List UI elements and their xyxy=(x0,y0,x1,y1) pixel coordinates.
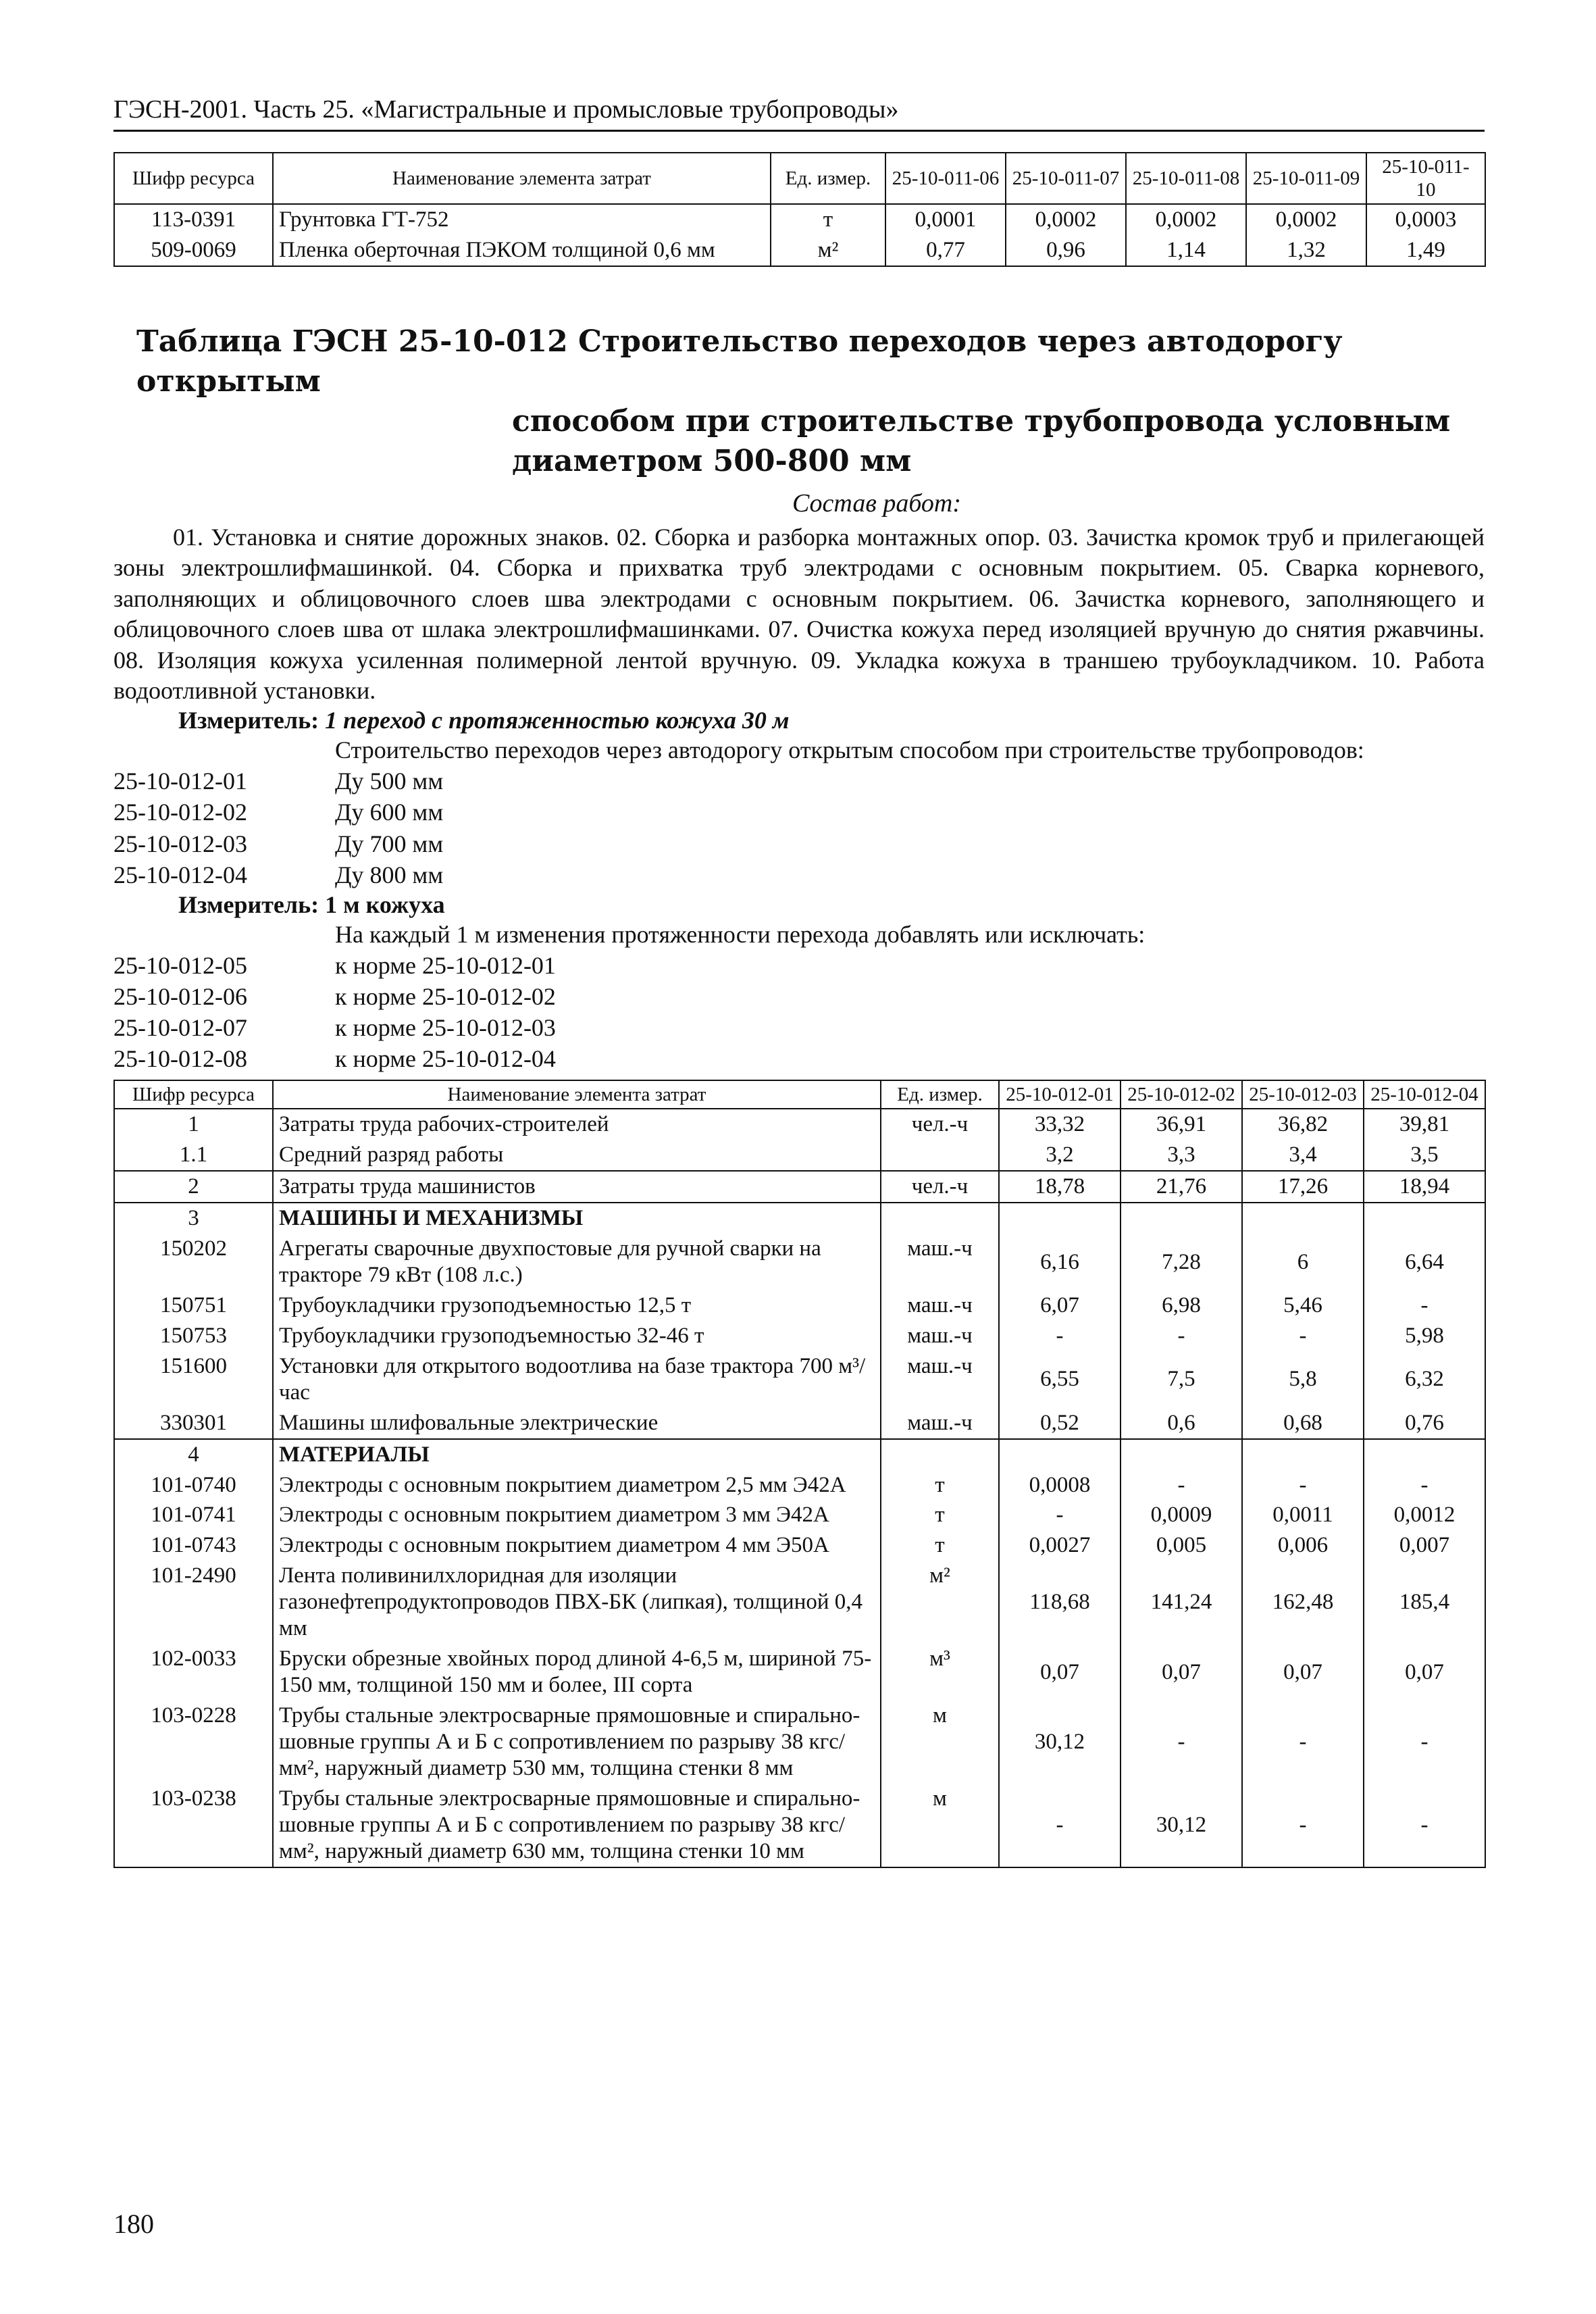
table-cell: 21,76 xyxy=(1121,1171,1242,1203)
norm-text: к норме 25-10-012-03 xyxy=(335,1013,556,1041)
sostav-text: 01. Установка и снятие дорожных знаков. 02. Сборка и разборка монтажных опор. 03. Зачистка кромок труб и прилегающей зоны электрошлифмашинкой. 04. Сборка и прихватка труб электродами с основным покрытием. 05. Сварка корневого, заполняющих и облицовочного слоев шва электродами с основным покрытием. 06. Зачистка корневого, заполняющего и облицовочного слоев шва от шлака электрошлифмашинками. 07. Очистка кожуха перед изоляцией вручную до снятия ржавчины. 08. Изоляция кожуха усиленная полимерной лентой вручную. 09. Укладка кожуха в траншею трубоукладчиком. 10. Работа водоотливной установки. xyxy=(113,524,1485,704)
table-row xyxy=(114,1701,1485,1784)
table-cell: Электроды с основным покрытием диаметром 4 мм Э50А xyxy=(273,1530,881,1561)
table-cell: м² xyxy=(771,235,885,266)
table-cell: 118,68 xyxy=(999,1561,1121,1644)
table-cell: 39,81 xyxy=(1364,1109,1485,1140)
table-row xyxy=(114,1351,1485,1408)
table-cell: 0,0012 xyxy=(1364,1500,1485,1530)
table-cell: 0,007 xyxy=(1364,1530,1485,1561)
table-cell: м³ xyxy=(881,1644,999,1701)
column-header: 25-10-011-10 xyxy=(1366,153,1485,204)
table-cell: Трубоукладчики грузоподъемностью 32-46 т xyxy=(273,1321,881,1351)
table-row xyxy=(114,1203,1485,1234)
title-line-1: Таблица ГЭСН 25-10-012 Строительство переходов через автодорогу открытым xyxy=(136,324,1343,399)
table-body xyxy=(114,204,1485,266)
table-cell: Трубоукладчики грузоподъемностью 12,5 т xyxy=(273,1290,881,1321)
table-cell: 0,96 xyxy=(1006,235,1126,266)
table-cell: Машины шлифовальные электрические xyxy=(273,1408,881,1439)
table-cell: 1,32 xyxy=(1246,235,1366,266)
table-row xyxy=(114,1784,1485,1867)
norm-code: 25-10-012-07 xyxy=(113,1013,247,1041)
norm-code: 25-10-012-02 xyxy=(113,799,247,826)
table-row xyxy=(114,1408,1485,1439)
table-cell: 36,91 xyxy=(1121,1109,1242,1140)
measure-1 xyxy=(178,706,1485,734)
table-cell: 141,24 xyxy=(1121,1561,1242,1644)
norm-item xyxy=(113,1012,1485,1043)
table-cell: 6,32 xyxy=(1364,1351,1485,1408)
table-cell: 0,0003 xyxy=(1366,204,1485,235)
table-cell: - xyxy=(999,1321,1121,1351)
table-cell: 102-0033 xyxy=(114,1644,273,1701)
table-cell: Средний разряд работы xyxy=(273,1140,881,1171)
norm-item xyxy=(113,765,1485,797)
table-cell xyxy=(1242,1203,1364,1234)
table-body xyxy=(114,1109,1485,1867)
table-cell: 0,77 xyxy=(885,235,1006,266)
column-header: 25-10-012-02 xyxy=(1121,1080,1242,1109)
table-row xyxy=(114,1500,1485,1530)
table-cell xyxy=(881,1439,999,1470)
table-cell: Затраты труда машинистов xyxy=(273,1171,881,1203)
norm-item xyxy=(113,1043,1485,1074)
table-cell: 1.1 xyxy=(114,1140,273,1171)
table-cell: маш.-ч xyxy=(881,1351,999,1408)
table-cell: 150202 xyxy=(114,1234,273,1290)
table-cell: Установки для открытого водоотлива на базе трактора 700 м³/час xyxy=(273,1351,881,1408)
column-header: 25-10-011-07 xyxy=(1006,153,1126,204)
table-cell: 7,28 xyxy=(1121,1234,1242,1290)
table-row xyxy=(114,1290,1485,1321)
norm-item xyxy=(113,797,1485,828)
table-cell: 0,0002 xyxy=(1126,204,1246,235)
table-title xyxy=(113,322,1485,482)
table-cell: 0,52 xyxy=(999,1408,1121,1439)
table-cell xyxy=(999,1439,1121,1470)
table-cell: Лента поливинилхлоридная для изоляции газонефтепродуктопроводов ПВХ-БК (липкая), толщиной 0,4 мм xyxy=(273,1561,881,1644)
table-cell: чел.-ч xyxy=(881,1171,999,1203)
norm-item xyxy=(113,828,1485,859)
table-cell: 0,0009 xyxy=(1121,1500,1242,1530)
table-cell: 6,64 xyxy=(1364,1234,1485,1290)
table-cell: 0,0002 xyxy=(1006,204,1126,235)
table-cell: 0,0002 xyxy=(1246,204,1366,235)
table-cell: 0,07 xyxy=(1242,1644,1364,1701)
table-cell: 6,98 xyxy=(1121,1290,1242,1321)
column-header: Наименование элемента затрат xyxy=(273,153,771,204)
table-row xyxy=(114,1234,1485,1290)
table-cell: 0,6 xyxy=(1121,1408,1242,1439)
table-cell: 5,98 xyxy=(1364,1321,1485,1351)
table-cell: 0,0008 xyxy=(999,1470,1121,1501)
norms-description-1: Строительство переходов через автодорогу открытым способом при строительстве трубопроводов: xyxy=(335,736,1364,764)
table-row xyxy=(114,1470,1485,1501)
table-cell: - xyxy=(1242,1321,1364,1351)
table-cell: Затраты труда рабочих-строителей xyxy=(273,1109,881,1140)
table-cell: 103-0228 xyxy=(114,1701,273,1784)
table-row xyxy=(114,1321,1485,1351)
measure-2 xyxy=(178,890,1485,919)
norm-text: к норме 25-10-012-02 xyxy=(335,982,556,1010)
norm-text: Ду 600 мм xyxy=(335,799,444,826)
table-cell: маш.-ч xyxy=(881,1290,999,1321)
table-cell: 103-0238 xyxy=(114,1784,273,1867)
table-cell: - xyxy=(1242,1701,1364,1784)
table-cell: 150751 xyxy=(114,1290,273,1321)
table-cell: 6,16 xyxy=(999,1234,1121,1290)
table-cell: Бруски обрезные хвойных пород длиной 4-6,5 м, шириной 75-150 мм, толщиной 150 мм и более, III сорта xyxy=(273,1644,881,1701)
table-cell xyxy=(1242,1439,1364,1470)
running-head: ГЭСН-2001. Часть 25. «Магистральные и промысловые трубопроводы» xyxy=(113,95,1485,132)
table-cell: т xyxy=(881,1470,999,1501)
table-cell: 3,5 xyxy=(1364,1140,1485,1171)
table-cell: 2 xyxy=(114,1171,273,1203)
table-cell: 3,3 xyxy=(1121,1140,1242,1171)
table-cell: 6,55 xyxy=(999,1351,1121,1408)
table-cell: 101-0743 xyxy=(114,1530,273,1561)
table-cell: Электроды с основным покрытием диаметром 2,5 мм Э42А xyxy=(273,1470,881,1501)
table-cell: 330301 xyxy=(114,1408,273,1439)
resource-table xyxy=(113,1080,1486,1868)
table-cell: - xyxy=(999,1784,1121,1867)
table-cell: маш.-ч xyxy=(881,1408,999,1439)
table-cell: - xyxy=(1364,1470,1485,1501)
norm-text: к норме 25-10-012-04 xyxy=(335,1045,556,1072)
measure-value: 1 м кожуха xyxy=(325,890,445,918)
table-cell: МАШИНЫ И МЕХАНИЗМЫ xyxy=(273,1203,881,1234)
table-cell: 6 xyxy=(1242,1234,1364,1290)
continuation-table xyxy=(113,152,1486,267)
table-cell: 5,8 xyxy=(1242,1351,1364,1408)
norm-code: 25-10-012-01 xyxy=(113,768,247,795)
table-cell: 113-0391 xyxy=(114,204,273,235)
table-row xyxy=(114,1530,1485,1561)
table-cell: 1,49 xyxy=(1366,235,1485,266)
table-cell: 151600 xyxy=(114,1351,273,1408)
table-cell xyxy=(881,1140,999,1171)
table-row xyxy=(114,1140,1485,1171)
table-cell: 0,0001 xyxy=(885,204,1006,235)
table-cell: 101-0740 xyxy=(114,1470,273,1501)
table-cell: 0,0011 xyxy=(1242,1500,1364,1530)
page-number: 180 xyxy=(113,2209,154,2239)
table-cell: 7,5 xyxy=(1121,1351,1242,1408)
table-cell: - xyxy=(1364,1784,1485,1867)
column-header: 25-10-011-06 xyxy=(885,153,1006,204)
norm-item xyxy=(113,859,1485,890)
table-row xyxy=(114,1171,1485,1203)
table-cell: 33,32 xyxy=(999,1109,1121,1140)
table-cell: 0,68 xyxy=(1242,1408,1364,1439)
norm-code: 25-10-012-04 xyxy=(113,861,247,888)
table-cell: 30,12 xyxy=(999,1701,1121,1784)
table-cell: 1 xyxy=(114,1109,273,1140)
table-cell: чел.-ч xyxy=(881,1109,999,1140)
table-row xyxy=(114,1109,1485,1140)
table-cell: - xyxy=(1121,1321,1242,1351)
table-cell: маш.-ч xyxy=(881,1234,999,1290)
table-cell: Трубы стальные электросварные прямошовные и спирально-шовные группы А и Б с сопротивлением по разрыву 38 кгс/мм², наружный диаметр 630 мм, толщина стенки 10 мм xyxy=(273,1784,881,1867)
table-cell: 17,26 xyxy=(1242,1171,1364,1203)
table-cell: т xyxy=(881,1530,999,1561)
table-cell: Грунтовка ГТ-752 xyxy=(273,204,771,235)
table-cell: м xyxy=(881,1784,999,1867)
table-cell: 101-0741 xyxy=(114,1500,273,1530)
table-cell xyxy=(1121,1203,1242,1234)
table-row xyxy=(114,204,1485,235)
table-cell: 6,07 xyxy=(999,1290,1121,1321)
table-cell: 0,07 xyxy=(1364,1644,1485,1701)
title-line-2: способом при строительстве трубопровода условным xyxy=(512,404,1451,439)
table-row xyxy=(114,1644,1485,1701)
table-cell: - xyxy=(1242,1470,1364,1501)
table-cell xyxy=(999,1203,1121,1234)
norms-list-1 xyxy=(113,765,1485,890)
table-cell: Пленка оберточная ПЭКОМ толщиной 0,6 мм xyxy=(273,235,771,266)
table-cell xyxy=(881,1203,999,1234)
table-cell: Электроды с основным покрытием диаметром 3 мм Э42А xyxy=(273,1500,881,1530)
table-cell: м xyxy=(881,1701,999,1784)
table-cell: маш.-ч xyxy=(881,1321,999,1351)
table-cell: 150753 xyxy=(114,1321,273,1351)
table-cell: 18,78 xyxy=(999,1171,1121,1203)
column-header: Шифр ресурса xyxy=(114,1080,273,1109)
table-cell: т xyxy=(771,204,885,235)
norms-list-2 xyxy=(113,950,1485,1074)
table-cell: 3,4 xyxy=(1242,1140,1364,1171)
title-line-3: диаметром 500-800 мм xyxy=(512,444,912,479)
norm-text: Ду 700 мм xyxy=(335,830,444,857)
table-cell xyxy=(1364,1439,1485,1470)
column-header: 25-10-012-01 xyxy=(999,1080,1121,1109)
table-cell: 0,005 xyxy=(1121,1530,1242,1561)
measure-label: Измеритель: xyxy=(178,707,319,734)
table-cell: - xyxy=(1242,1784,1364,1867)
measure-value: 1 переход с протяженностью кожуха 30 м xyxy=(325,707,790,734)
table-cell: 185,4 xyxy=(1364,1561,1485,1644)
table-cell: 3,2 xyxy=(999,1140,1121,1171)
table-row xyxy=(114,1561,1485,1644)
table-cell: 4 xyxy=(114,1439,273,1470)
table-cell: м² xyxy=(881,1561,999,1644)
table-cell: 36,82 xyxy=(1242,1109,1364,1140)
norm-text: Ду 800 мм xyxy=(335,861,444,888)
table-cell: 1,14 xyxy=(1126,235,1246,266)
table-cell xyxy=(1364,1203,1485,1234)
table-cell: 0,07 xyxy=(999,1644,1121,1701)
column-header: 25-10-011-09 xyxy=(1246,153,1366,204)
table-cell: 30,12 xyxy=(1121,1784,1242,1867)
table-cell: 18,94 xyxy=(1364,1171,1485,1203)
table-cell: 0,07 xyxy=(1121,1644,1242,1701)
table-header-row xyxy=(114,1080,1485,1109)
norm-text: к норме 25-10-012-01 xyxy=(335,951,556,979)
norm-text: Ду 500 мм xyxy=(335,768,444,795)
table-cell: - xyxy=(999,1500,1121,1530)
table-cell: Трубы стальные электросварные прямошовные и спирально-шовные группы А и Б с сопротивлением по разрыву 38 кгс/мм², наружный диаметр 530 мм, толщина стенки 8 мм xyxy=(273,1701,881,1784)
table-cell: Агрегаты сварочные двухпостовые для ручной сварки на тракторе 79 кВт (108 л.с.) xyxy=(273,1234,881,1290)
table-cell: 0,006 xyxy=(1242,1530,1364,1561)
sostav-label: Состав работ: xyxy=(792,489,962,518)
column-header: Ед. измер. xyxy=(771,153,885,204)
table-cell: 162,48 xyxy=(1242,1561,1364,1644)
norms-description-2: На каждый 1 м изменения протяженности перехода добавлять или исключать: xyxy=(335,920,1145,948)
table-cell: 101-2490 xyxy=(114,1561,273,1644)
table-row xyxy=(114,235,1485,266)
table-cell: 0,0027 xyxy=(999,1530,1121,1561)
column-header: 25-10-012-03 xyxy=(1242,1080,1364,1109)
table-cell: 3 xyxy=(114,1203,273,1234)
norm-item xyxy=(113,950,1485,981)
column-header: Шифр ресурса xyxy=(114,153,273,204)
table-cell: 0,76 xyxy=(1364,1408,1485,1439)
column-header: Наименование элемента затрат xyxy=(273,1080,881,1109)
norm-code: 25-10-012-08 xyxy=(113,1045,247,1072)
column-header: 25-10-011-08 xyxy=(1126,153,1246,204)
norm-item xyxy=(113,981,1485,1012)
norm-code: 25-10-012-06 xyxy=(113,982,247,1010)
table-cell: т xyxy=(881,1500,999,1530)
table-cell: - xyxy=(1121,1470,1242,1501)
measure-label: Измеритель: xyxy=(178,890,319,918)
table-row xyxy=(114,1439,1485,1470)
norm-code: 25-10-012-03 xyxy=(113,830,247,857)
table-header-row xyxy=(114,153,1485,204)
table-cell: - xyxy=(1364,1290,1485,1321)
table-cell: 509-0069 xyxy=(114,235,273,266)
table-cell: - xyxy=(1364,1701,1485,1784)
table-cell: 5,46 xyxy=(1242,1290,1364,1321)
column-header: Ед. измер. xyxy=(881,1080,999,1109)
table-cell: - xyxy=(1121,1701,1242,1784)
table-cell: МАТЕРИАЛЫ xyxy=(273,1439,881,1470)
column-header: 25-10-012-04 xyxy=(1364,1080,1485,1109)
table-cell xyxy=(1121,1439,1242,1470)
norm-code: 25-10-012-05 xyxy=(113,951,247,979)
document-page xyxy=(113,95,1485,1868)
